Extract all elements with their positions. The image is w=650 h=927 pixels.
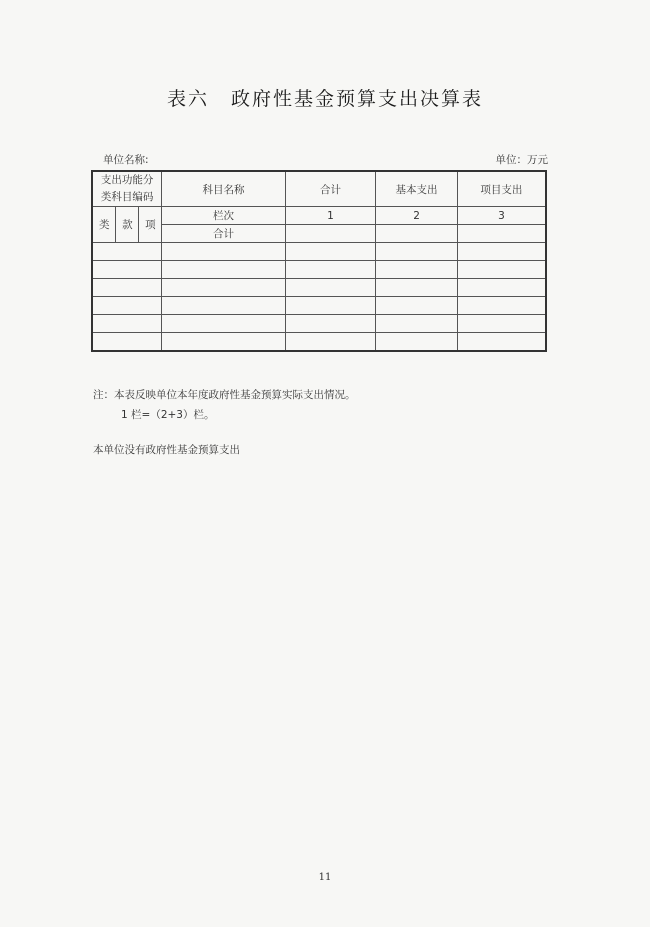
note-line-1: 注：本表反映单位本年度政府性基金预算实际支出情况。	[93, 389, 356, 401]
column-label: 栏次	[162, 207, 285, 225]
table-row	[92, 333, 546, 352]
table-row	[92, 279, 546, 297]
subject-name-header: 科目名称	[162, 171, 285, 207]
expenditure-table	[91, 170, 547, 352]
table-row	[92, 297, 546, 315]
page-number: 11	[318, 872, 332, 883]
table-row	[92, 243, 546, 261]
no-expenditure-statement: 本单位没有政府性基金预算支出	[93, 444, 240, 456]
basic-expenditure-header: 基本支出	[376, 171, 458, 207]
table-row	[92, 315, 546, 333]
table-row	[92, 261, 546, 279]
table-title: 政府性基金预算支出决算表	[231, 88, 484, 110]
column-2: 2	[376, 207, 458, 225]
total-header: 合计	[285, 171, 376, 207]
column-number-row	[92, 207, 546, 225]
document-title	[0, 84, 650, 111]
unit-name-label: 单位名称:	[103, 154, 149, 166]
column-1: 1	[285, 207, 376, 225]
sum-label: 合计	[162, 225, 285, 243]
kuan-header: 款	[116, 207, 139, 243]
project-expenditure-header: 项目支出	[457, 171, 546, 207]
unit-row	[103, 152, 548, 167]
notes	[93, 385, 356, 425]
table-number: 表六	[166, 88, 209, 110]
lei-header: 类	[92, 207, 116, 243]
function-code-header: 支出功能分 类科目编码	[92, 171, 162, 207]
table-header-row	[92, 171, 546, 207]
currency-unit-label: 单位：万元	[495, 154, 548, 166]
note-line-2: 1 栏=（2+3）栏。	[121, 409, 215, 421]
xiang-header: 项	[139, 207, 162, 243]
column-3: 3	[457, 207, 546, 225]
